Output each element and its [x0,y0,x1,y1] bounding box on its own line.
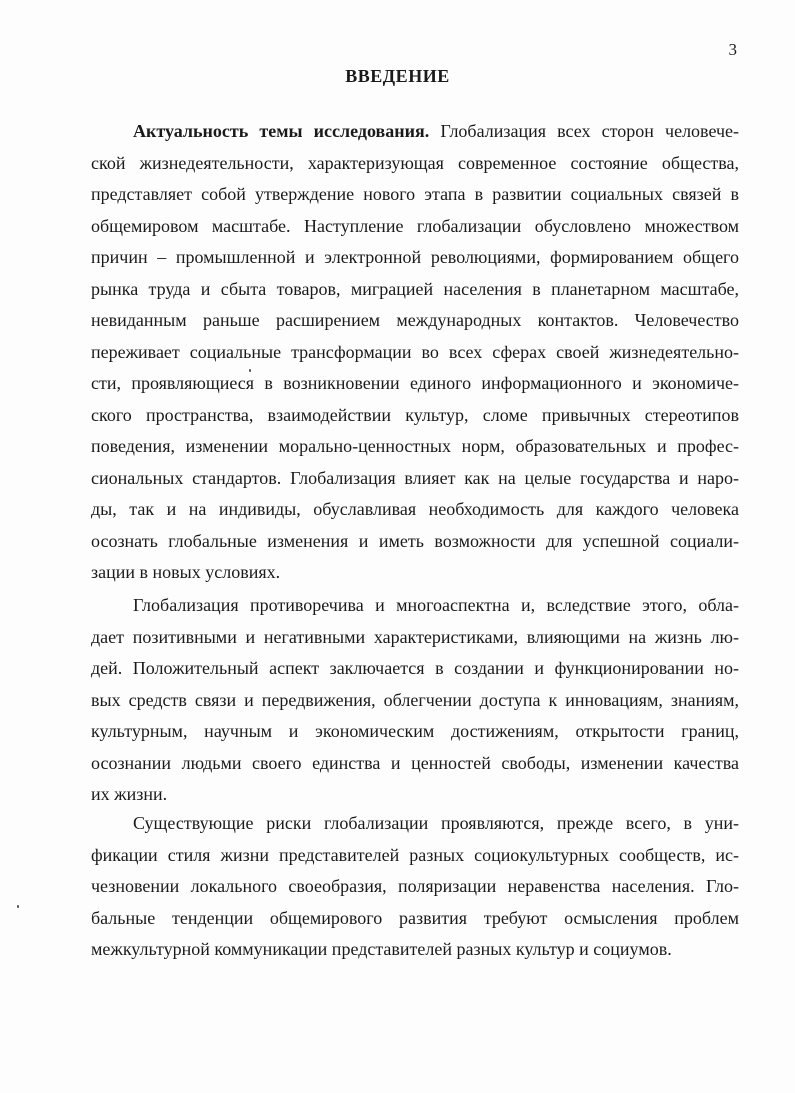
paragraph-line: фикации стиля жизни представителей разных социокультурных сообществ, ис- [91,844,739,865]
paragraph-line: осознать глобальные изменения и иметь возможности для успешной социали- [91,530,739,551]
paragraph-line: сти, проявляющиеся в возникновении единого информационного и экономиче- [91,373,739,393]
paragraph-line: вых средств связи и передвижения, облегчении доступа к инновациям, знаниям, [91,689,739,710]
scan-speck [17,905,19,908]
paragraph-line: сиональных стандартов. Глобализация влияет как на целые государства и наро- [91,467,739,488]
paragraph-line: переживает социальные трансформации во всех сферах своей жизнедеятельно- [91,341,739,362]
paragraph-line: поведения, изменении морально-ценностных норм, образовательных и профес- [91,436,739,456]
paragraph-line: общемировом масштабе. Наступление глобализации обусловлено множеством [91,215,739,236]
paragraph-line: ского пространства, взаимодействии культур, сломе привычных стереотипов [91,404,739,425]
page-number: 3 [728,40,737,59]
paragraph-relevance [91,116,739,589]
paragraph-line: ской жизнедеятельности, характеризующая современное состояние общества, [91,152,739,173]
paragraph-line: Существующие риски глобализации проявляются, прежде всего, в уни- [133,813,739,833]
paragraph-line: зации в новых условиях. [91,562,281,582]
paragraph-line: осознании людьми своего единства и ценностей свободы, изменении качества [91,752,739,773]
page-title: ВВЕДЕНИЕ [345,66,450,86]
paragraph-line: дей. Положительный аспект заключается в создании и функционировании но- [91,658,739,678]
paragraph-globalization-risks [91,808,739,966]
paragraph-line [91,116,739,148]
section-lead: Актуальность темы исследования. [133,121,430,141]
scan-speck [249,369,251,372]
paragraph-line: бальные тенденции общемирового развития требуют осмысления проблем [91,907,739,928]
paragraph-line: невиданным раньше расширением международных контактов. Человечество [91,310,739,330]
paragraph-line: причин – промышленной и электронной революциями, формированием общего [91,247,739,267]
paragraph-line: представляет собой утверждение нового этапа в развитии социальных связей в [91,184,739,204]
paragraph-line: межкультурной коммуникации представителей разных культур и социумов. [91,939,672,959]
paragraph-line: их жизни. [91,784,168,804]
paragraph-line: Глобализация противоречива и многоаспектна и, вследствие этого, обла- [133,595,739,615]
paragraph-line: дает позитивными и негативными характеристиками, влияющими на жизнь лю- [91,626,739,647]
paragraph-line: культурным, научным и экономическим достижениям, открытости границ, [91,721,739,741]
line-text: Глобализация всех сторон человече- [440,121,740,141]
paragraph-line: чезновении локального своеобразия, поляризации неравенства населения. Гло- [91,876,739,896]
paragraph-line: ды, так и на индивиды, обуславливая необходимость для каждого человека [91,499,739,519]
paragraph-globalization-aspects [91,590,739,811]
paragraph-line: рынка труда и сбыта товаров, миграцией населения в планетарном масштабе, [91,278,739,299]
